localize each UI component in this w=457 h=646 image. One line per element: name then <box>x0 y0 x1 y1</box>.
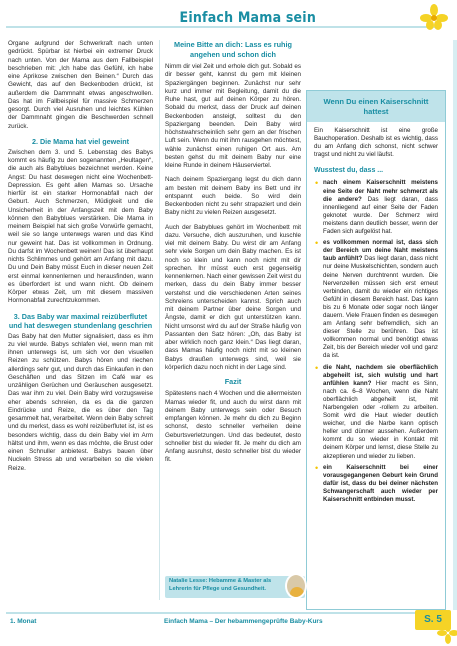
heading-reizueberflutung: 3. Das Baby war maximal reizüberflutet und hat deswegen stundenlang geschrien <box>8 311 153 330</box>
list-item <box>314 179 438 236</box>
flower-icon <box>419 4 449 30</box>
list-item-text: Das liegt daran, dass innenliegend auf einer Seite der Faden geknotet wurde. Der Schmerz wird meistens dann deutlich besser, wenn der Faden sich aufgelöst hat. <box>323 195 438 236</box>
list-item-bold: es vollkommen normal ist, dass sich der Bereich um deine Naht meistens taub anfühlt? <box>323 239 438 263</box>
list-item <box>314 364 438 461</box>
reizueberflutung-paragraph: Das Baby hat den Mutter signalisiert, dass es ihm zu viel wurde. Babys schlafen viel, wenn man mit ihnen unterwegs ist, um sich vor den visuellen Reizen zu schützen. Babys hören und riechen allerdings sehr gut, und durch das Einkaufen in den Geschäften und das Sitzen im Café war es unzähligen Gerüchen und Geräuschen ausgesetzt. Das war ihm zu viel. Dein Baby wird vorzugsweise eher abends schreien, da es da die ganzen Eindrücke und Reize, die es über den Tag gesammelt hat, verarbeitet. Wenn dein Baby schreit und du merkst, dass es wohl reizüberflutet ist, ist es besonders wichtig, dass du dein Baby viel im Arm hältst und ihm, wenn es das möchte, die Brust oder einen Schnuller anbietest. Babys bauen über Nuckeln Stress ab und verarbeiten so die vielen Reize. <box>8 332 153 472</box>
box-subheading: Wusstest du, dass ... <box>314 167 384 175</box>
list-item-bold: nach einem Kaiserschnitt meistens eine Seite der Naht mehr schmerzt als die andere? <box>323 179 438 203</box>
intro-paragraph: Organe aufgrund der Schwerkraft nach unten gedrückt. Spürbar ist hierbei ein extremer Druck nach unten. Von der Mama aus dem Fallbeispiel beschrieben mit: „Ich habe das Gefühl, ich habe eine Aprikose zwischen den Beinen.“ Durch das Gewicht, das auf den Beckenboden drückt, ist außerdem die Dammnaht etwas angeschwollen. Das hat im Fallbeispiel für massive Schmerzen gesorgt. Durch viel Ausruhen und leichtes Kühlen der Dammnaht gingen die Beschwerden schnell zurück. <box>8 40 153 130</box>
column-divider <box>159 40 160 600</box>
middle-paragraph-2: Nach deinem Spaziergang legst du dich dann am besten mit deinem Baby ins Bett und ihr entspannt euch beide. So wird dein Beckenboden nicht zu sehr strapaziert und dein Baby nicht zu vielen Reizen ausgesetzt. <box>165 176 301 217</box>
kaiserschnitt-box <box>306 90 446 610</box>
box-title: Wenn Du einen Kaiserschnitt hattest <box>307 91 445 122</box>
list-item <box>314 239 438 360</box>
fazit-heading: Fazit <box>224 377 242 386</box>
section-subheading: Meine Bitte an dich: Lass es ruhig angehen und schon dich <box>174 40 292 59</box>
flower-icon <box>437 622 457 644</box>
column-middle <box>165 40 301 465</box>
middle-paragraph-3: Auch der Babyblues gehört im Wochenbett mit dazu. Versuche, dich auszuruhen, und kuschle viel mit deinem Baby. Du wirst dir am Anfang sehr viele Sorgen um dein Baby machen. Es ist noch so klein und kann noch nicht mit dir sprechen. Ihr müsst euch erst gegenseitig kennenlernen. Nach einer gewissen Zeit wirst du merken, dass du dein Baby immer besser verstehst und die verschiedenen Arten seines Schreiens unterscheiden kannst. Sprich auch mit deinem Partner über deine Sorgen und Ängste, damit er dich gut unterstützen kann. Nicht umsonst wird du auf der Straße häufig von Passanten den Satz hören: „Oh, das Baby ist aber wirklich noch ganz klein.“ Das liegt daran, dass Mamas häufig noch nicht mit so kleinen Babys draußen unterwegs sind, weil sie körperlich dazu noch nicht in der Lage sind. <box>165 223 301 371</box>
babyblues-paragraph: Zwischen dem 3. und 5. Lebenstag des Babys kommt es häufig zu den sogenannten „Heultagen“, die auch als Babyblues bezeichnet werden. Keine Angst: Du hast deswegen nicht eine Wochenbett-Depression. Es geht allen Mamas so. Ursache hierfür ist ein starker Hormonabfall nach der Geburt. Auch Schmerzen, Müdigkeit und die Unsicherheit in der Anfangszeit mit dem Baby können den Babyblues verstärken. Die Mama in meinem Beispiel hat sich große Vorwürfe gemacht, weil sie so lange unterwegs waren und das Kind nur geweint hat. Das ist vollkommen in Ordnung. Du darfst im Wochenbett weinen! Das ist überhaupt nichts Schlimmes und gehört am Anfang mit dazu. Du und Dein Baby müsst Euch in dieser neuen Zeit erst einmal kennenlernen und herausfinden, wann es überfordert ist und wann nicht. Ob deinem Körper etwas Zeit, um mit diesem massiven Hormonabfall zurechtzukommen. <box>8 148 153 305</box>
author-text: Natalie Lesse: Hebamme & Master als Lehrerin für Pflege und Gesundheit. <box>169 578 272 592</box>
footer-month: 1. Monat <box>10 618 37 625</box>
page-title: Einfach Mama sein <box>179 10 316 26</box>
side-bar <box>453 40 457 610</box>
box-body <box>307 122 445 512</box>
box-intro: Ein Kaiserschnitt ist eine große Bauchoperation. Deshalb ist es wichtig, dass du am Anfang dich schonst, nicht schwer tragst und nicht zu viel läufst. <box>314 127 438 159</box>
list-item-text: Hier macht es Sinn, nach ca. 6–8 Wochen, wenn die Naht oberflächlich abgeheilt ist, mit Narbengelen oder -rollern zu arbeiten. Somit wird die Haut wieder deutlich weicher, und die Narbe kann optisch heller und dünner aussehen. Außerdem kommt du so wieder in Kontakt mit deinem Körper und lernst, diese Stelle zu akzeptieren und wieder zu lieben. <box>323 379 438 460</box>
author-box <box>165 576 305 598</box>
footer-course-title: Einfach Mama – Der hebammengeprüfte Baby-Kurs <box>164 618 323 625</box>
middle-paragraph-1: Nimm dir viel Zeit und erhole dich gut. Sobald es dir besser geht, kannst du gern mit kleinen Spaziergängen beginnen. Zunächst nur sehr kurz und immer mit Begleitung, damit du die Ruhe hast, gut auf deinen Körper zu hören. Sobald du merkst, dass der Druck auf deinen Beckenboden ansteigt, solltest du den Spaziergang beenden. Dein Baby wird höchstwahrscheinlich sehr gern an der frischen Luft sein. Wenn du mit ihm rausgehen möchtest, wähle zunächst einen ruhigen Ort aus. Am besten gehst du mit deinem Baby nur eine kleine Runde in deinem Häuserviertel. <box>165 63 301 169</box>
heading-babyblues: 2. Die Mama hat viel geweint <box>31 136 130 146</box>
column-left <box>8 40 153 473</box>
fazit-paragraph: Spätestens nach 4 Wochen und die allermeisten Mamas wieder fit, und auch du wirst dann mit deinem Baby unterwegs sein oder Besuch empfangen können. Je mehr du dich zu Beginn schonst, desto schneller verheilen deine Geburtsverletzungen. Und das bedeutet, desto schneller bist du wieder fit. Je mehr du dich am Anfang ausruhst, desto schneller bist du wieder fit. <box>165 390 301 464</box>
list-item <box>314 464 438 504</box>
page-header <box>6 8 436 28</box>
avatar <box>285 573 307 599</box>
page-footer <box>6 612 451 630</box>
list-item-bold: die Naht, nachdem sie oberflächlich abgeheilt ist, sich wulstig und hart anfühlen kann? <box>323 363 438 387</box>
list-item-bold: ein Kaiserschnitt bei einer vorausgegangenen Geburt kein Grund dafür ist, dass du bei deiner nächsten Schwangerschaft auch wieder per Kaiserschnitt entbinden musst. <box>323 463 438 504</box>
page-number: S. 5 <box>415 610 451 630</box>
list-item-text: Das liegt daran, dass nicht nur deine Muskelschichten, sondern auch deine Nerven durchtrennt wurden. Die Nervenzellen müssen sich erst erneut verbinden, damit du wieder ein richtiges Gefühl in diesem Bereich hast. Das kann bis zu 6 Monate oder sogar noch länger dauern. Viele Frauen finden es deswegen am Anfang sehr befremdlich, sich an dieser Stelle zu berühren. Das ist vollkommen normal und benötigt etwas Zeit, bis der Bereich wieder voll und ganz da ist. <box>323 255 438 360</box>
